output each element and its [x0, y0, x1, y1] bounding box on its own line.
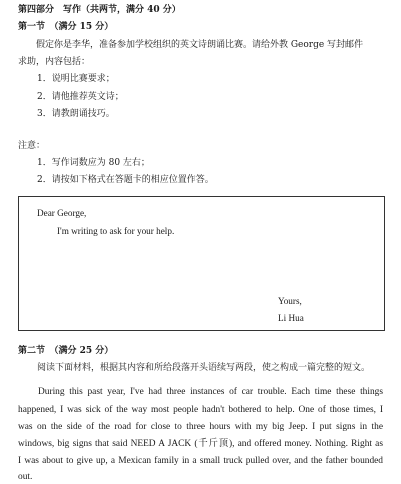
notes-title: 注意： — [18, 141, 46, 151]
passage-line: I was about to give up, a Mexican family in a small truck pulled over, and the father bounded — [18, 456, 383, 466]
section1-prompt-line1: 假定你是李华，准备参加学校组织的英文诗朗诵比赛。请给外教 George 写封邮件 — [36, 40, 364, 50]
part-title: 第四部分 写作（共两节，满分 40 分） — [18, 5, 181, 15]
passage-line: happened, I was sick of the way most people hadn't bothered to help. One of those times, I — [18, 405, 383, 415]
requirement-item: 2．请他推荐英文诗； — [37, 92, 124, 102]
section1-title: 第一节 （满分 15 分） — [18, 22, 114, 32]
passage-line: was on the side of the road for close to three hours with my big Jeep. I put signs in the — [18, 422, 383, 432]
passage-line: During this past year, I've had three instances of car trouble. Each time these things — [38, 387, 383, 397]
section2-title: 第二节 （满分 25 分） — [18, 346, 114, 356]
passage-line: windows, big signs that said NEED A JACK (千斤顶), and offered money. Nothing. Right as — [18, 439, 383, 449]
letter-signature: Li Hua — [278, 313, 304, 323]
letter-salutation: Dear George, — [37, 208, 87, 218]
requirement-item: 3．请教朗诵技巧。 — [37, 109, 115, 119]
letter-opening: I'm writing to ask for your help. — [57, 226, 175, 236]
note-item: 1．写作词数应为 80 左右； — [37, 158, 150, 168]
passage-line: out. — [18, 472, 33, 482]
section2-instruction: 阅读下面材料，根据其内容和所给段落开头语续写两段，使之构成一篇完整的短文。 — [37, 363, 371, 373]
note-item: 2．请按如下格式在答题卡的相应位置作答。 — [37, 175, 214, 185]
letter-closing: Yours, — [278, 296, 302, 306]
requirement-item: 1．说明比赛要求； — [37, 74, 115, 84]
section1-prompt-line2: 求助，内容包括： — [18, 57, 91, 67]
